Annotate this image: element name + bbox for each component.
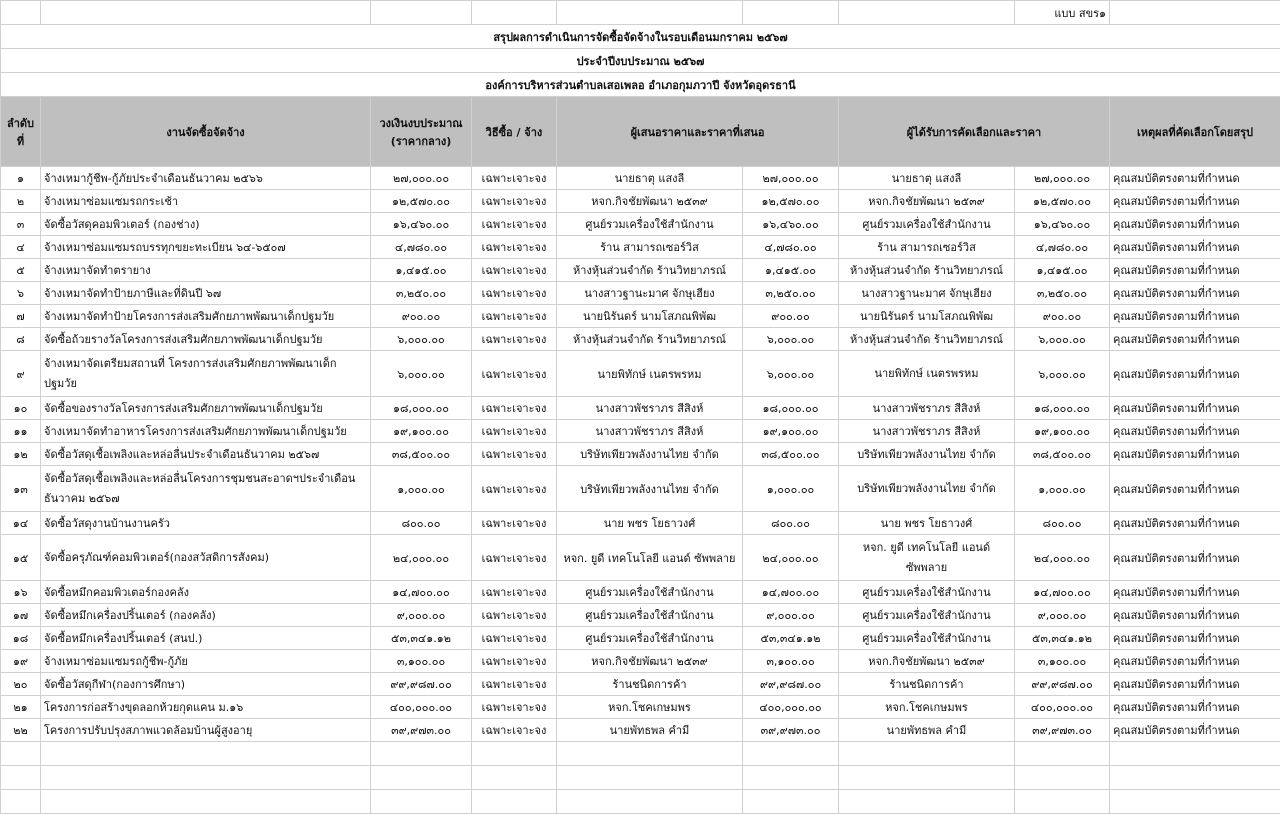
selection-reason[interactable]: คุณสมบัติตรงตามที่กำหนด <box>1110 696 1280 719</box>
winning-price[interactable]: ๙๙,๙๘๗.๐๐ <box>1015 673 1110 696</box>
bid-price[interactable]: ๒๔,๐๐๐.๐๐ <box>743 535 839 581</box>
row-number[interactable]: ๒๐ <box>1 673 41 696</box>
bid-price[interactable]: ๕๓,๓๔๑.๑๒ <box>743 627 839 650</box>
work-item[interactable]: จ้างเหมาจัดเตรียมสถานที่ โครงการส่งเสริมศักยภาพพัฒนาเด็กปฐมวัย <box>41 351 371 397</box>
winner-name[interactable]: บริษัทเพียวพลังงานไทย จำกัด <box>839 443 1015 466</box>
selection-reason[interactable]: คุณสมบัติตรงตามที่กำหนด <box>1110 190 1280 213</box>
bid-price[interactable]: ๑๔,๗๐๐.๐๐ <box>743 581 839 604</box>
work-item[interactable]: จ้างเหมาจัดทำตรายาง <box>41 259 371 282</box>
budget-value[interactable]: ๙,๐๐๐.๐๐ <box>371 604 472 627</box>
winner-name[interactable]: นายพัทธพล คำมี <box>839 719 1015 742</box>
fiscal-year-title[interactable]: ประจำปีงบประมาณ ๒๕๖๗ <box>1 49 1280 73</box>
winner-name[interactable]: หจก. ยูดี เทคโนโลยี แอนด์ ซัพพลาย <box>839 535 1015 581</box>
budget-value[interactable]: ๑,๔๑๕.๐๐ <box>371 259 472 282</box>
header-row <box>1 97 1280 167</box>
table-row <box>1 213 1280 236</box>
work-item[interactable]: จัดซื้อถ้วยรางวัลโครงการส่งเสริมศักยภาพพัฒนาเด็กปฐมวัย <box>41 328 371 351</box>
procurement-method[interactable]: เฉพาะเจาะจง <box>472 259 557 282</box>
work-item[interactable]: จ้างเหมาจัดทำอาหารโครงการส่งเสริมศักยภาพพัฒนาเด็กปฐมวัย <box>41 420 371 443</box>
bid-price[interactable]: ๑๙,๑๐๐.๐๐ <box>743 420 839 443</box>
procurement-method[interactable]: เฉพาะเจาะจง <box>472 466 557 512</box>
form-code-row <box>1 1 1280 25</box>
budget-value[interactable]: ๖,๐๐๐.๐๐ <box>371 328 472 351</box>
bidder-name[interactable]: นาย พชร โยธาวงศ์ <box>557 512 743 535</box>
table-row <box>1 696 1280 719</box>
form-code[interactable]: แบบ สขร๑ <box>1015 1 1110 25</box>
budget-value[interactable]: ๑๙,๑๐๐.๐๐ <box>371 420 472 443</box>
budget-value[interactable]: ๒๗,๐๐๐.๐๐ <box>371 167 472 190</box>
row-number[interactable]: ๑ <box>1 167 41 190</box>
procurement-method[interactable]: เฉพาะเจาะจง <box>472 236 557 259</box>
procurement-method[interactable]: เฉพาะเจาะจง <box>472 190 557 213</box>
selection-reason[interactable]: คุณสมบัติตรงตามที่กำหนด <box>1110 512 1280 535</box>
winning-price[interactable]: ๑,๐๐๐.๐๐ <box>1015 466 1110 512</box>
row-number[interactable]: ๑๗ <box>1 604 41 627</box>
bid-price[interactable]: ๓,๒๕๐.๐๐ <box>743 282 839 305</box>
col-header-method[interactable]: วิธีซื้อ / จ้าง <box>472 97 557 167</box>
bidder-name[interactable]: นางสาวพัชราภร สีสิงห์ <box>557 420 743 443</box>
winner-name[interactable]: หจก.กิจชัยพัฒนา ๒๕๓๙ <box>839 650 1015 673</box>
bid-price[interactable]: ๙๙,๙๘๗.๐๐ <box>743 673 839 696</box>
work-item[interactable]: จ้างเหมากู้ชีพ-กู้ภัยประจำเดือนธันวาคม ๒๕๖๖ <box>41 167 371 190</box>
row-number[interactable]: ๗ <box>1 305 41 328</box>
winner-name[interactable]: ห้างหุ้นส่วนจำกัด ร้านวิทยาภรณ์ <box>839 259 1015 282</box>
work-item[interactable]: จัดซื้อของรางวัลโครงการส่งเสริมศักยภาพพัฒนาเด็กปฐมวัย <box>41 397 371 420</box>
bidder-name[interactable]: ร้าน สามารถเซอร์วิส <box>557 236 743 259</box>
winner-name[interactable]: นายพิทักษ์ เนตรพรหม <box>839 351 1015 397</box>
row-number[interactable]: ๑๐ <box>1 397 41 420</box>
procurement-method[interactable]: เฉพาะเจาะจง <box>472 167 557 190</box>
table-row <box>1 673 1280 696</box>
bidder-name[interactable]: ห้างหุ้นส่วนจำกัด ร้านวิทยาภรณ์ <box>557 259 743 282</box>
budget-value[interactable]: ๓,๒๕๐.๐๐ <box>371 282 472 305</box>
selection-reason[interactable]: คุณสมบัติตรงตามที่กำหนด <box>1110 167 1280 190</box>
budget-value[interactable]: ๑๔,๗๐๐.๐๐ <box>371 581 472 604</box>
table-row <box>1 397 1280 420</box>
bidder-name[interactable]: บริษัทเพียวพลังงานไทย จำกัด <box>557 466 743 512</box>
bidder-name[interactable]: หจก. ยูดี เทคโนโลยี แอนด์ ซัพพลาย <box>557 535 743 581</box>
budget-value[interactable]: ๔,๗๘๐.๐๐ <box>371 236 472 259</box>
procurement-method[interactable]: เฉพาะเจาะจง <box>472 719 557 742</box>
row-number[interactable]: ๒๒ <box>1 719 41 742</box>
row-number[interactable]: ๑๒ <box>1 443 41 466</box>
bid-price[interactable]: ๑๖,๔๖๐.๐๐ <box>743 213 839 236</box>
winning-price[interactable]: ๑๖,๔๖๐.๐๐ <box>1015 213 1110 236</box>
row-number[interactable]: ๑๙ <box>1 650 41 673</box>
winner-name[interactable]: ศูนย์รวมเครื่องใช้สำนักงาน <box>839 604 1015 627</box>
winning-price[interactable]: ๖,๐๐๐.๐๐ <box>1015 328 1110 351</box>
winner-name[interactable]: นางสาวพัชราภร สีสิงห์ <box>839 420 1015 443</box>
bidder-name[interactable]: นายพิทักษ์ เนตรพรหม <box>557 351 743 397</box>
winner-name[interactable]: นางสาวพัชราภร สีสิงห์ <box>839 397 1015 420</box>
row-number[interactable]: ๑๖ <box>1 581 41 604</box>
table-row <box>1 282 1280 305</box>
bid-price[interactable]: ๑๘,๐๐๐.๐๐ <box>743 397 839 420</box>
table-row <box>1 190 1280 213</box>
winning-price[interactable]: ๑๒,๕๗๐.๐๐ <box>1015 190 1110 213</box>
bidder-name[interactable]: ห้างหุ้นส่วนจำกัด ร้านวิทยาภรณ์ <box>557 328 743 351</box>
work-item[interactable]: จัดซื้อวัสดุเชื้อเพลิงและหล่อลื่นประจำเดือนธันวาคม ๒๕๖๗ <box>41 443 371 466</box>
bid-price[interactable]: ๔๐๐,๐๐๐.๐๐ <box>743 696 839 719</box>
budget-value[interactable]: ๑๒,๕๗๐.๐๐ <box>371 190 472 213</box>
procurement-method[interactable]: เฉพาะเจาะจง <box>472 535 557 581</box>
bid-price[interactable]: ๙๐๐.๐๐ <box>743 305 839 328</box>
procurement-method[interactable]: เฉพาะเจาะจง <box>472 512 557 535</box>
winning-price[interactable]: ๑๔,๗๐๐.๐๐ <box>1015 581 1110 604</box>
procurement-method[interactable]: เฉพาะเจาะจง <box>472 328 557 351</box>
row-number[interactable]: ๓ <box>1 213 41 236</box>
bidder-name[interactable]: นายพัทธพล คำมี <box>557 719 743 742</box>
winner-name[interactable]: บริษัทเพียวพลังงานไทย จำกัด <box>839 466 1015 512</box>
report-title[interactable]: สรุปผลการดำเนินการจัดซื้อจัดจ้างในรอบเดือนมกราคม ๒๕๖๗ <box>1 25 1280 49</box>
winning-price[interactable]: ๓๘,๕๐๐.๐๐ <box>1015 443 1110 466</box>
row-number[interactable]: ๔ <box>1 236 41 259</box>
selection-reason[interactable]: คุณสมบัติตรงตามที่กำหนด <box>1110 420 1280 443</box>
row-number[interactable]: ๙ <box>1 351 41 397</box>
table-row <box>1 535 1280 581</box>
bidder-name[interactable]: ศูนย์รวมเครื่องใช้สำนักงาน <box>557 581 743 604</box>
table-row <box>1 512 1280 535</box>
budget-value[interactable]: ๘๐๐.๐๐ <box>371 512 472 535</box>
row-number[interactable]: ๘ <box>1 328 41 351</box>
bidder-name[interactable]: นายธาตุ แสงลี <box>557 167 743 190</box>
work-item[interactable]: จัดซื้อครุภัณฑ์คอมพิวเตอร์(กองสวัสดิการสังคม) <box>41 535 371 581</box>
winning-price[interactable]: ๓,๒๕๐.๐๐ <box>1015 282 1110 305</box>
winner-name[interactable]: ศูนย์รวมเครื่องใช้สำนักงาน <box>839 213 1015 236</box>
winning-price[interactable]: ๕๓,๓๔๑.๑๒ <box>1015 627 1110 650</box>
row-number[interactable]: ๑๓ <box>1 466 41 512</box>
winning-price[interactable]: ๙๐๐.๐๐ <box>1015 305 1110 328</box>
bid-price[interactable]: ๘๐๐.๐๐ <box>743 512 839 535</box>
winner-name[interactable]: ศูนย์รวมเครื่องใช้สำนักงาน <box>839 581 1015 604</box>
bid-price[interactable]: ๒๗,๐๐๐.๐๐ <box>743 167 839 190</box>
selection-reason[interactable]: คุณสมบัติตรงตามที่กำหนด <box>1110 213 1280 236</box>
selection-reason[interactable]: คุณสมบัติตรงตามที่กำหนด <box>1110 719 1280 742</box>
selection-reason[interactable]: คุณสมบัติตรงตามที่กำหนด <box>1110 236 1280 259</box>
winner-name[interactable]: ร้าน สามารถเซอร์วิส <box>839 236 1015 259</box>
winner-name[interactable]: นายนิรันดร์ นามโสภณพิพัฒ <box>839 305 1015 328</box>
selection-reason[interactable]: คุณสมบัติตรงตามที่กำหนด <box>1110 351 1280 397</box>
table-row <box>1 604 1280 627</box>
winning-price[interactable]: ๔,๗๘๐.๐๐ <box>1015 236 1110 259</box>
table-row <box>1 719 1280 742</box>
work-item[interactable]: จัดซื้อวัสดุคอมพิวเตอร์ (กองช่าง) <box>41 213 371 236</box>
procurement-method[interactable]: เฉพาะเจาะจง <box>472 420 557 443</box>
table-row <box>1 466 1280 512</box>
procurement-method[interactable]: เฉพาะเจาะจง <box>472 213 557 236</box>
winning-price[interactable]: ๖,๐๐๐.๐๐ <box>1015 351 1110 397</box>
bidder-name[interactable]: บริษัทเพียวพลังงานไทย จำกัด <box>557 443 743 466</box>
budget-value[interactable]: ๙๙,๙๘๗.๐๐ <box>371 673 472 696</box>
selection-reason[interactable]: คุณสมบัติตรงตามที่กำหนด <box>1110 328 1280 351</box>
bid-price[interactable]: ๑,๐๐๐.๐๐ <box>743 466 839 512</box>
bidder-name[interactable]: นางสาวพัชราภร สีสิงห์ <box>557 397 743 420</box>
col-header-bidders[interactable]: ผู้เสนอราคาและราคาที่เสนอ <box>557 97 839 167</box>
bid-price[interactable]: ๙,๐๐๐.๐๐ <box>743 604 839 627</box>
bidder-name[interactable]: ร้านชนิดการค้า <box>557 673 743 696</box>
selection-reason[interactable]: คุณสมบัติตรงตามที่กำหนด <box>1110 673 1280 696</box>
selection-reason[interactable]: คุณสมบัติตรงตามที่กำหนด <box>1110 466 1280 512</box>
table-row <box>1 259 1280 282</box>
work-item[interactable]: จัดซื้อหมึกคอมพิวเตอร์กองคลัง <box>41 581 371 604</box>
row-number[interactable]: ๒ <box>1 190 41 213</box>
col-header-work[interactable]: งานจัดซื้อจัดจ้าง <box>41 97 371 167</box>
procurement-method[interactable]: เฉพาะเจาะจง <box>472 397 557 420</box>
winner-name[interactable]: นายธาตุ แสงลี <box>839 167 1015 190</box>
selection-reason[interactable]: คุณสมบัติตรงตามที่กำหนด <box>1110 282 1280 305</box>
bid-price[interactable]: ๔,๗๘๐.๐๐ <box>743 236 839 259</box>
selection-reason[interactable]: คุณสมบัติตรงตามที่กำหนด <box>1110 627 1280 650</box>
col-header-reason[interactable]: เหตุผลที่คัดเลือกโดยสรุป <box>1110 97 1280 167</box>
winner-name[interactable]: หจก.กิจชัยพัฒนา ๒๕๓๙ <box>839 190 1015 213</box>
budget-value[interactable]: ๓,๑๐๐.๐๐ <box>371 650 472 673</box>
table-row <box>1 650 1280 673</box>
selection-reason[interactable]: คุณสมบัติตรงตามที่กำหนด <box>1110 305 1280 328</box>
budget-value[interactable]: ๙๐๐.๐๐ <box>371 305 472 328</box>
work-item[interactable]: จ้างเหมาจัดทำป้ายภาษีและที่ดินปี ๖๗ <box>41 282 371 305</box>
budget-value[interactable]: ๕๓,๓๔๑.๑๒ <box>371 627 472 650</box>
winning-price[interactable]: ๑๙,๑๐๐.๐๐ <box>1015 420 1110 443</box>
work-item[interactable]: จัดซื้อวัสดุเชื้อเพลิงและหล่อลื่นโครงการชุมชนสะอาดฯประจำเดือนธันวาคม ๒๕๖๗ <box>41 466 371 512</box>
selection-reason[interactable]: คุณสมบัติตรงตามที่กำหนด <box>1110 535 1280 581</box>
work-item[interactable]: จัดซื้อวัสดุกีฬา(กองการศึกษา) <box>41 673 371 696</box>
winning-price[interactable]: ๓๙,๙๗๓.๐๐ <box>1015 719 1110 742</box>
table-row <box>1 443 1280 466</box>
bidder-name[interactable]: ศูนย์รวมเครื่องใช้สำนักงาน <box>557 627 743 650</box>
work-item[interactable]: จ้างเหมาซ่อมแซมรถกู้ชีพ-กู้ภัย <box>41 650 371 673</box>
bidder-name[interactable]: นายนิรันดร์ นามโสภณพิพัฒ <box>557 305 743 328</box>
winning-price[interactable]: ๑,๔๑๕.๐๐ <box>1015 259 1110 282</box>
row-number[interactable]: ๑๔ <box>1 512 41 535</box>
procurement-method[interactable]: เฉพาะเจาะจง <box>472 673 557 696</box>
work-item[interactable]: จัดซื้อวัสดุงานบ้านงานครัว <box>41 512 371 535</box>
winning-price[interactable]: ๑๘,๐๐๐.๐๐ <box>1015 397 1110 420</box>
selection-reason[interactable]: คุณสมบัติตรงตามที่กำหนด <box>1110 581 1280 604</box>
winning-price[interactable]: ๘๐๐.๐๐ <box>1015 512 1110 535</box>
winning-price[interactable]: ๙,๐๐๐.๐๐ <box>1015 604 1110 627</box>
table-row <box>1 167 1280 190</box>
budget-value[interactable]: ๔๐๐,๐๐๐.๐๐ <box>371 696 472 719</box>
work-item[interactable]: จัดซื้อหมึกเครื่องปริ้นเตอร์ (สนป.) <box>41 627 371 650</box>
procurement-method[interactable]: เฉพาะเจาะจง <box>472 443 557 466</box>
selection-reason[interactable]: คุณสมบัติตรงตามที่กำหนด <box>1110 443 1280 466</box>
work-item[interactable]: จ้างเหมาจัดทำป้ายโครงการส่งเสริมศักยภาพพัฒนาเด็กปฐมวัย <box>41 305 371 328</box>
work-item[interactable]: โครงการปรับปรุงสภาพแวดล้อมบ้านผู้สูงอายุ <box>41 719 371 742</box>
budget-value[interactable]: ๑๖,๔๖๐.๐๐ <box>371 213 472 236</box>
winner-name[interactable]: ศูนย์รวมเครื่องใช้สำนักงาน <box>839 627 1015 650</box>
row-number[interactable]: ๒๑ <box>1 696 41 719</box>
table-row <box>1 627 1280 650</box>
work-item[interactable]: จ้างเหมาซ่อมแซมรถบรรทุกขยะทะเบียน ๖๔-๖๕๐๗ <box>41 236 371 259</box>
budget-value[interactable]: ๖,๐๐๐.๐๐ <box>371 351 472 397</box>
table-row <box>1 236 1280 259</box>
procurement-method[interactable]: เฉพาะเจาะจง <box>472 696 557 719</box>
procurement-method[interactable]: เฉพาะเจาะจง <box>472 305 557 328</box>
procurement-method[interactable]: เฉพาะเจาะจง <box>472 650 557 673</box>
row-number[interactable]: ๖ <box>1 282 41 305</box>
work-item[interactable]: จัดซื้อหมึกเครื่องปริ้นเตอร์ (กองคลัง) <box>41 604 371 627</box>
procurement-method[interactable]: เฉพาะเจาะจง <box>472 627 557 650</box>
bidder-name[interactable]: หจก.กิจชัยพัฒนา ๒๕๓๙ <box>557 650 743 673</box>
col-header-selected[interactable]: ผู้ได้รับการคัดเลือกและราคา <box>839 97 1110 167</box>
col-header-no[interactable]: ลำดับ ที่ <box>1 97 41 167</box>
procurement-method[interactable]: เฉพาะเจาะจง <box>472 351 557 397</box>
budget-value[interactable]: ๓๘,๕๐๐.๐๐ <box>371 443 472 466</box>
budget-value[interactable]: ๑,๐๐๐.๐๐ <box>371 466 472 512</box>
bidder-name[interactable]: นางสาวฐานะมาศ จักษุเฮียง <box>557 282 743 305</box>
bidder-name[interactable]: หจก.โชคเกษมพร <box>557 696 743 719</box>
selection-reason[interactable]: คุณสมบัติตรงตามที่กำหนด <box>1110 397 1280 420</box>
winning-price[interactable]: ๒๔,๐๐๐.๐๐ <box>1015 535 1110 581</box>
procurement-method[interactable]: เฉพาะเจาะจง <box>472 581 557 604</box>
row-number[interactable]: ๑๕ <box>1 535 41 581</box>
winning-price[interactable]: ๓,๑๐๐.๐๐ <box>1015 650 1110 673</box>
bid-price[interactable]: ๓,๑๐๐.๐๐ <box>743 650 839 673</box>
winner-name[interactable]: ห้างหุ้นส่วนจำกัด ร้านวิทยาภรณ์ <box>839 328 1015 351</box>
row-number[interactable]: ๑๑ <box>1 420 41 443</box>
table-row <box>1 351 1280 397</box>
bidder-name[interactable]: ศูนย์รวมเครื่องใช้สำนักงาน <box>557 213 743 236</box>
procurement-method[interactable]: เฉพาะเจาะจง <box>472 282 557 305</box>
col-header-budget[interactable]: วงเงินงบประมาณ (ราคากลาง) <box>371 97 472 167</box>
bid-price[interactable]: ๑,๔๑๕.๐๐ <box>743 259 839 282</box>
bid-price[interactable]: ๖,๐๐๐.๐๐ <box>743 351 839 397</box>
organization-title[interactable]: องค์การบริหารส่วนตำบลเสอเพลอ อำเภอกุมภวาปี จังหวัดอุดรธานี <box>1 73 1280 97</box>
bid-price[interactable]: ๓๙,๙๗๓.๐๐ <box>743 719 839 742</box>
winner-name[interactable]: นาย พชร โยธาวงศ์ <box>839 512 1015 535</box>
bid-price[interactable]: ๓๘,๕๐๐.๐๐ <box>743 443 839 466</box>
bidder-name[interactable]: ศูนย์รวมเครื่องใช้สำนักงาน <box>557 604 743 627</box>
procurement-method[interactable]: เฉพาะเจาะจง <box>472 604 557 627</box>
winner-name[interactable]: นางสาวฐานะมาศ จักษุเฮียง <box>839 282 1015 305</box>
selection-reason[interactable]: คุณสมบัติตรงตามที่กำหนด <box>1110 604 1280 627</box>
winner-name[interactable]: หจก.โชคเกษมพร <box>839 696 1015 719</box>
winning-price[interactable]: ๒๗,๐๐๐.๐๐ <box>1015 167 1110 190</box>
row-number[interactable]: ๕ <box>1 259 41 282</box>
table-row <box>1 581 1280 604</box>
table-row <box>1 305 1280 328</box>
work-item[interactable]: โครงการก่อสร้างขุดลอกห้วยกุดแคน ม.๑๖ <box>41 696 371 719</box>
selection-reason[interactable]: คุณสมบัติตรงตามที่กำหนด <box>1110 650 1280 673</box>
winning-price[interactable]: ๔๐๐,๐๐๐.๐๐ <box>1015 696 1110 719</box>
budget-value[interactable]: ๒๔,๐๐๐.๐๐ <box>371 535 472 581</box>
bid-price[interactable]: ๑๒,๕๗๐.๐๐ <box>743 190 839 213</box>
selection-reason[interactable]: คุณสมบัติตรงตามที่กำหนด <box>1110 259 1280 282</box>
table-row <box>1 420 1280 443</box>
work-item[interactable]: จ้างเหมาซ่อมแซมรถกระเช้า <box>41 190 371 213</box>
budget-value[interactable]: ๑๘,๐๐๐.๐๐ <box>371 397 472 420</box>
budget-value[interactable]: ๓๙,๙๗๓.๐๐ <box>371 719 472 742</box>
table-row <box>1 328 1280 351</box>
row-number[interactable]: ๑๘ <box>1 627 41 650</box>
bidder-name[interactable]: หจก.กิจชัยพัฒนา ๒๕๓๙ <box>557 190 743 213</box>
bid-price[interactable]: ๖,๐๐๐.๐๐ <box>743 328 839 351</box>
winner-name[interactable]: ร้านชนิดการค้า <box>839 673 1015 696</box>
